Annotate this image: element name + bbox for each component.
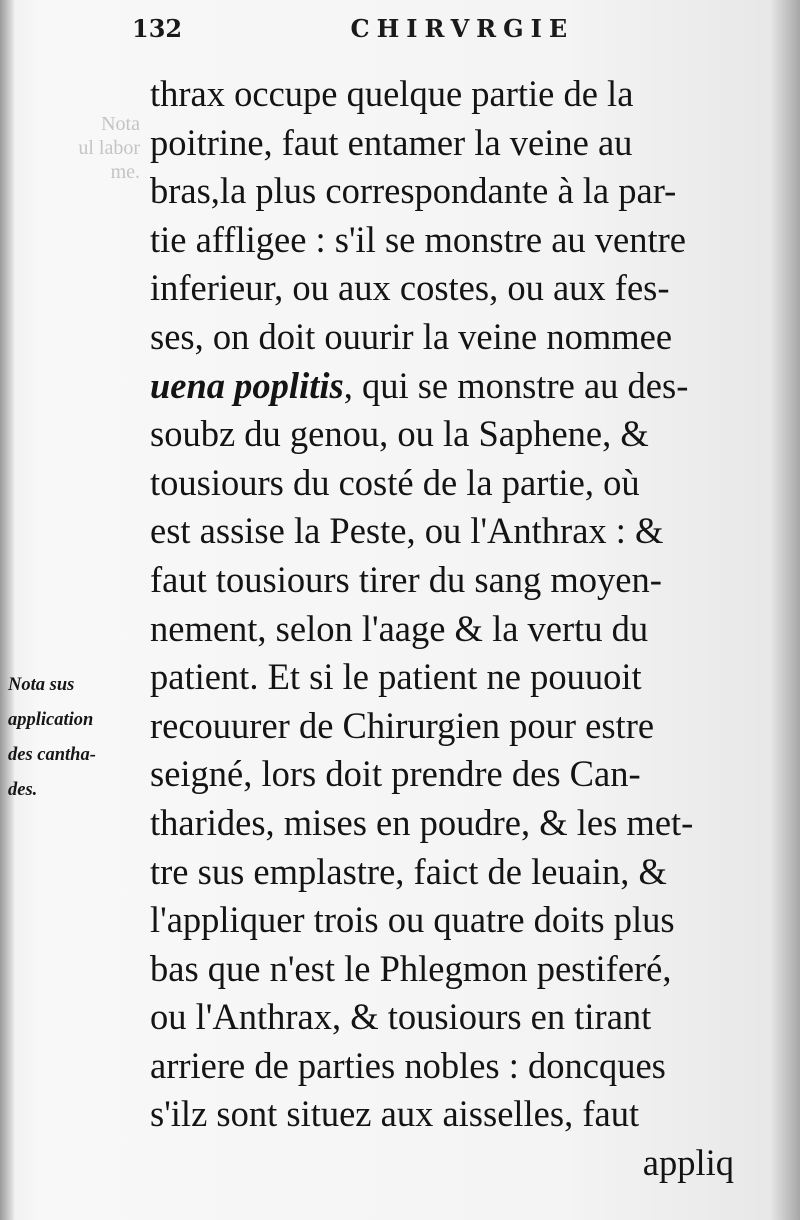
- text-line: ou l'Anthrax, & tousiours en tirant: [150, 996, 652, 1038]
- text-line: nement, selon l'aage & la vertu du: [150, 607, 649, 649]
- page-number: 132: [132, 14, 183, 43]
- text-line: est assise la Peste, ou l'Anthrax : &: [150, 510, 664, 552]
- marginal-note: [8, 668, 148, 808]
- text-line: thrax occupe quelque partie de la: [150, 73, 634, 114]
- running-head: [132, 14, 574, 43]
- text-line: seigné, lors doit prendre des Can-: [150, 753, 641, 795]
- body-text: [150, 70, 770, 1188]
- bleed-line: me.: [110, 161, 140, 183]
- gutter-shadow: [0, 0, 14, 1220]
- page-edge-shadow: [770, 0, 800, 1220]
- text-line: tre sus emplastre, faict de leuain, &: [150, 850, 667, 892]
- running-title: CHIRVRGIE: [350, 14, 575, 43]
- bleed-through-text: [78, 112, 140, 184]
- text-line: l'appliquer trois ou quatre doits plus: [150, 899, 675, 941]
- text-line: ses, on doit ouurir la veine nommee: [150, 315, 673, 357]
- bleed-line: ul labor: [78, 137, 140, 159]
- margin-note-line: des cantha-: [8, 745, 96, 765]
- catchword: appliq: [642, 1142, 734, 1184]
- text-line: recouurer de Chirurgien pour estre: [150, 704, 655, 746]
- text-line: faut tousiours tirer du sang moyen-: [150, 558, 662, 600]
- text-line: bras,la plus correspondante à la par-: [150, 170, 677, 212]
- text-line: inferieur, ou aux costes, ou aux fes-: [150, 267, 670, 309]
- text-line: s'ilz sont situez aux aisselles, faut: [150, 1093, 640, 1135]
- bleed-line: Nota: [101, 113, 140, 135]
- text-line: bas que n'est le Phlegmon pestiferé,: [150, 947, 672, 989]
- text-line: arriere de parties nobles : doncques: [150, 1044, 666, 1086]
- text-line-rest: , qui se monstre au des-: [343, 364, 689, 406]
- margin-note-line: application: [8, 710, 94, 730]
- margin-note-line: Nota sus: [8, 675, 75, 695]
- text-line: patient. Et si le patient ne pouuoit: [150, 656, 642, 698]
- text-line: tharides, mises en poudre, & les met-: [150, 801, 694, 843]
- text-line: soubz du genou, ou la Saphene, &: [150, 413, 649, 455]
- margin-note-line: des.: [8, 780, 38, 800]
- text-line-with-italic: [150, 362, 770, 411]
- text-line: tousiours du costé de la partie, où: [150, 461, 640, 503]
- text-line: poitrine, faut entamer la veine au: [150, 121, 633, 163]
- latin-term: uena poplitis: [150, 364, 344, 406]
- text-line: tie affligee : s'il se monstre au ventre: [150, 218, 686, 260]
